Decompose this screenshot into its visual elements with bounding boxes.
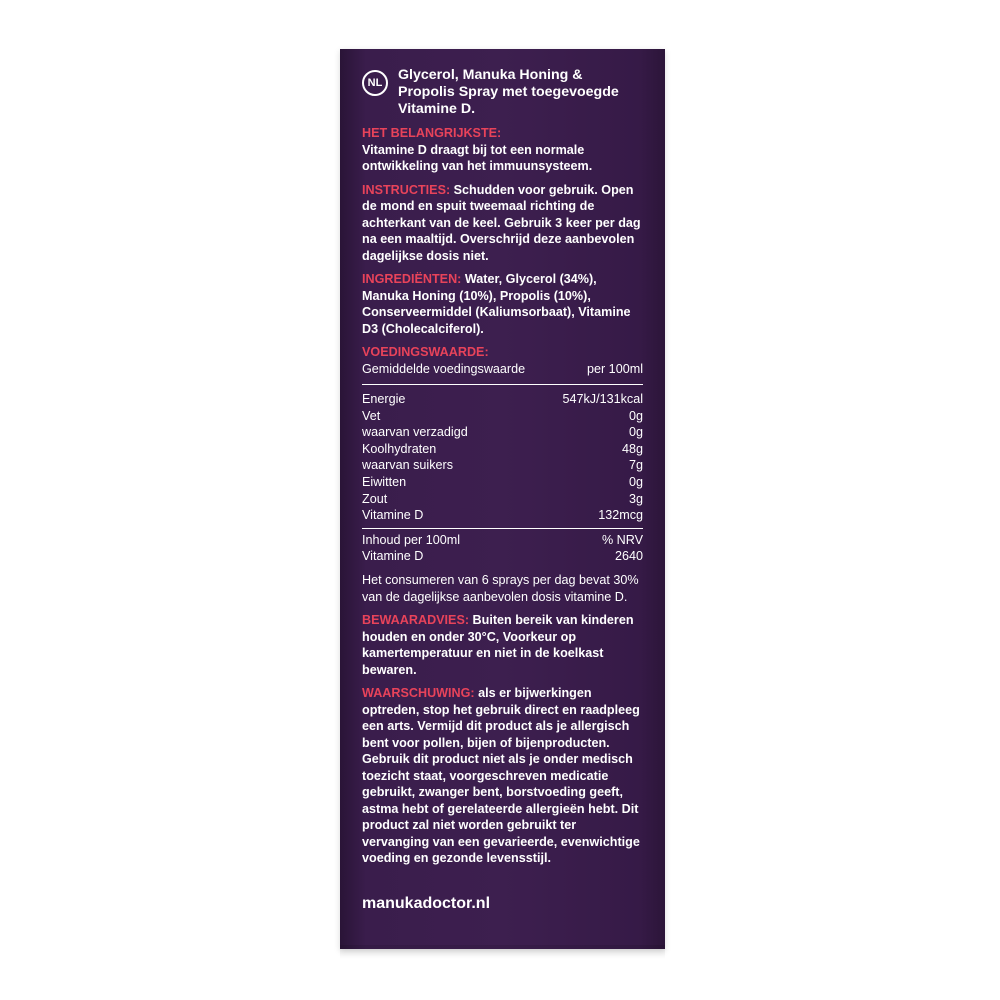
nutrition-note: Het consumeren van 6 sprays per dag bevat 30% van de dagelijkse aanbevolen dosis vitamine D. (362, 573, 639, 604)
nutrition-row (362, 408, 643, 425)
nutrient-value: 0g (628, 408, 643, 423)
table-divider (362, 528, 643, 529)
nutrient-value: 7g (628, 458, 643, 473)
nrv-value: 2640 (614, 549, 643, 564)
nrv-row (362, 548, 643, 565)
nutrient-name: Energie (362, 392, 406, 407)
nutrition-header-name: Gemiddelde voedingswaarde (362, 361, 526, 376)
nutrition-row (362, 457, 643, 474)
warning-label: WAARSCHUWING: (362, 686, 475, 701)
nutrition-row (362, 441, 643, 458)
storage-text: Buiten bereik van kinderen houden en onder 30°C, Voorkeur op kamertemperatuur en niet in de koelkast bewaren. (362, 613, 634, 677)
nrv-header-row (362, 532, 643, 549)
table-divider (362, 384, 643, 385)
nutrient-name: Vet (362, 408, 381, 423)
nrv-table (362, 532, 643, 565)
label-content (362, 67, 643, 867)
product-header (362, 67, 643, 118)
nrv-header-name: Inhoud per 100ml (362, 532, 461, 547)
website-link[interactable]: manukadoctor.nl (362, 895, 491, 912)
nutrient-name: Zout (362, 491, 388, 506)
nutrition-row (362, 424, 643, 441)
language-badge: NL (362, 70, 388, 96)
instructions-section (362, 182, 643, 265)
nutrient-value: 3g (628, 491, 643, 506)
nutrient-value: 547kJ/131kcal (562, 392, 643, 407)
nutrient-name: waarvan suikers (362, 458, 453, 473)
highlight-section (362, 125, 643, 175)
nutrient-name: Koolhydraten (362, 441, 437, 456)
nutrition-row (362, 491, 643, 508)
storage-label: BEWAARADVIES: (362, 613, 470, 628)
nrv-header-value: % NRV (601, 532, 643, 547)
nutrient-value: 0g (628, 475, 643, 490)
warning-text: als er bijwerkingen optreden, stop het gebruik direct en raadpleeg een arts. Vermijd dit product als je allergisch bent voor pollen, bijen of bijenproducten. Gebruik dit product niet als je onder medisch toezicht staat, voorgeschreven medicatie gebruikt, zwanger bent, borstvoeding geeft, astma hebt of gerelateerde allergieën hebt. Dit product zal niet worden gebruikt ter vervanging van een gevarieerde, evenwichtige voeding en gezonde levensstijl. (362, 686, 640, 866)
instructions-label: INSTRUCTIES: (362, 182, 451, 197)
highlight-text: Vitamine D draagt bij tot een normale ontwikkeling van het immuunsysteem. (362, 142, 593, 173)
warning-section (362, 685, 643, 867)
nutrition-row (362, 474, 643, 491)
nutrition-table (362, 391, 643, 524)
nutrient-value: 48g (621, 441, 643, 456)
nutrient-value: 0g (628, 425, 643, 440)
nutrient-name: Eiwitten (362, 475, 407, 490)
box-shadow (340, 945, 665, 959)
nutrient-name: Vitamine D (362, 508, 424, 523)
ingredients-text: Water, Glycerol (34%), Manuka Honing (10%), Propolis (10%), Conserveermiddel (Kaliumsorbaat), Vitamine D3 (Cholecalciferol). (362, 272, 631, 336)
highlight-label: HET BELANGRIJKSTE: (362, 126, 502, 140)
nutrient-name: waarvan verzadigd (362, 425, 468, 440)
nutrition-header-table (362, 361, 643, 378)
nrv-name: Vitamine D (362, 549, 424, 564)
ingredients-label: INGREDIËNTEN: (362, 272, 462, 286)
nutrition-row (362, 391, 643, 408)
nutrition-header-value: per 100ml (586, 361, 643, 376)
nutrition-label: VOEDINGSWAARDE: (362, 345, 489, 359)
nutrient-value: 132mcg (598, 508, 643, 523)
nutrition-section (362, 344, 643, 605)
ingredients-section (362, 271, 643, 337)
storage-section (362, 612, 643, 678)
product-title: Glycerol, Manuka Honing & Propolis Spray met toegevoegde Vitamine D. (398, 67, 619, 117)
nutrition-row (362, 507, 643, 524)
product-box-side-panel (340, 49, 665, 949)
instructions-text: Schudden voor gebruik. Open de mond en spuit tweemaal richting de achterkant van de keel. Gebruik 3 keer per dag na een maaltijd. Overschrijd deze aanbevolen dagelijkse dosis niet. (362, 182, 641, 263)
nutrition-header-row (362, 361, 643, 378)
